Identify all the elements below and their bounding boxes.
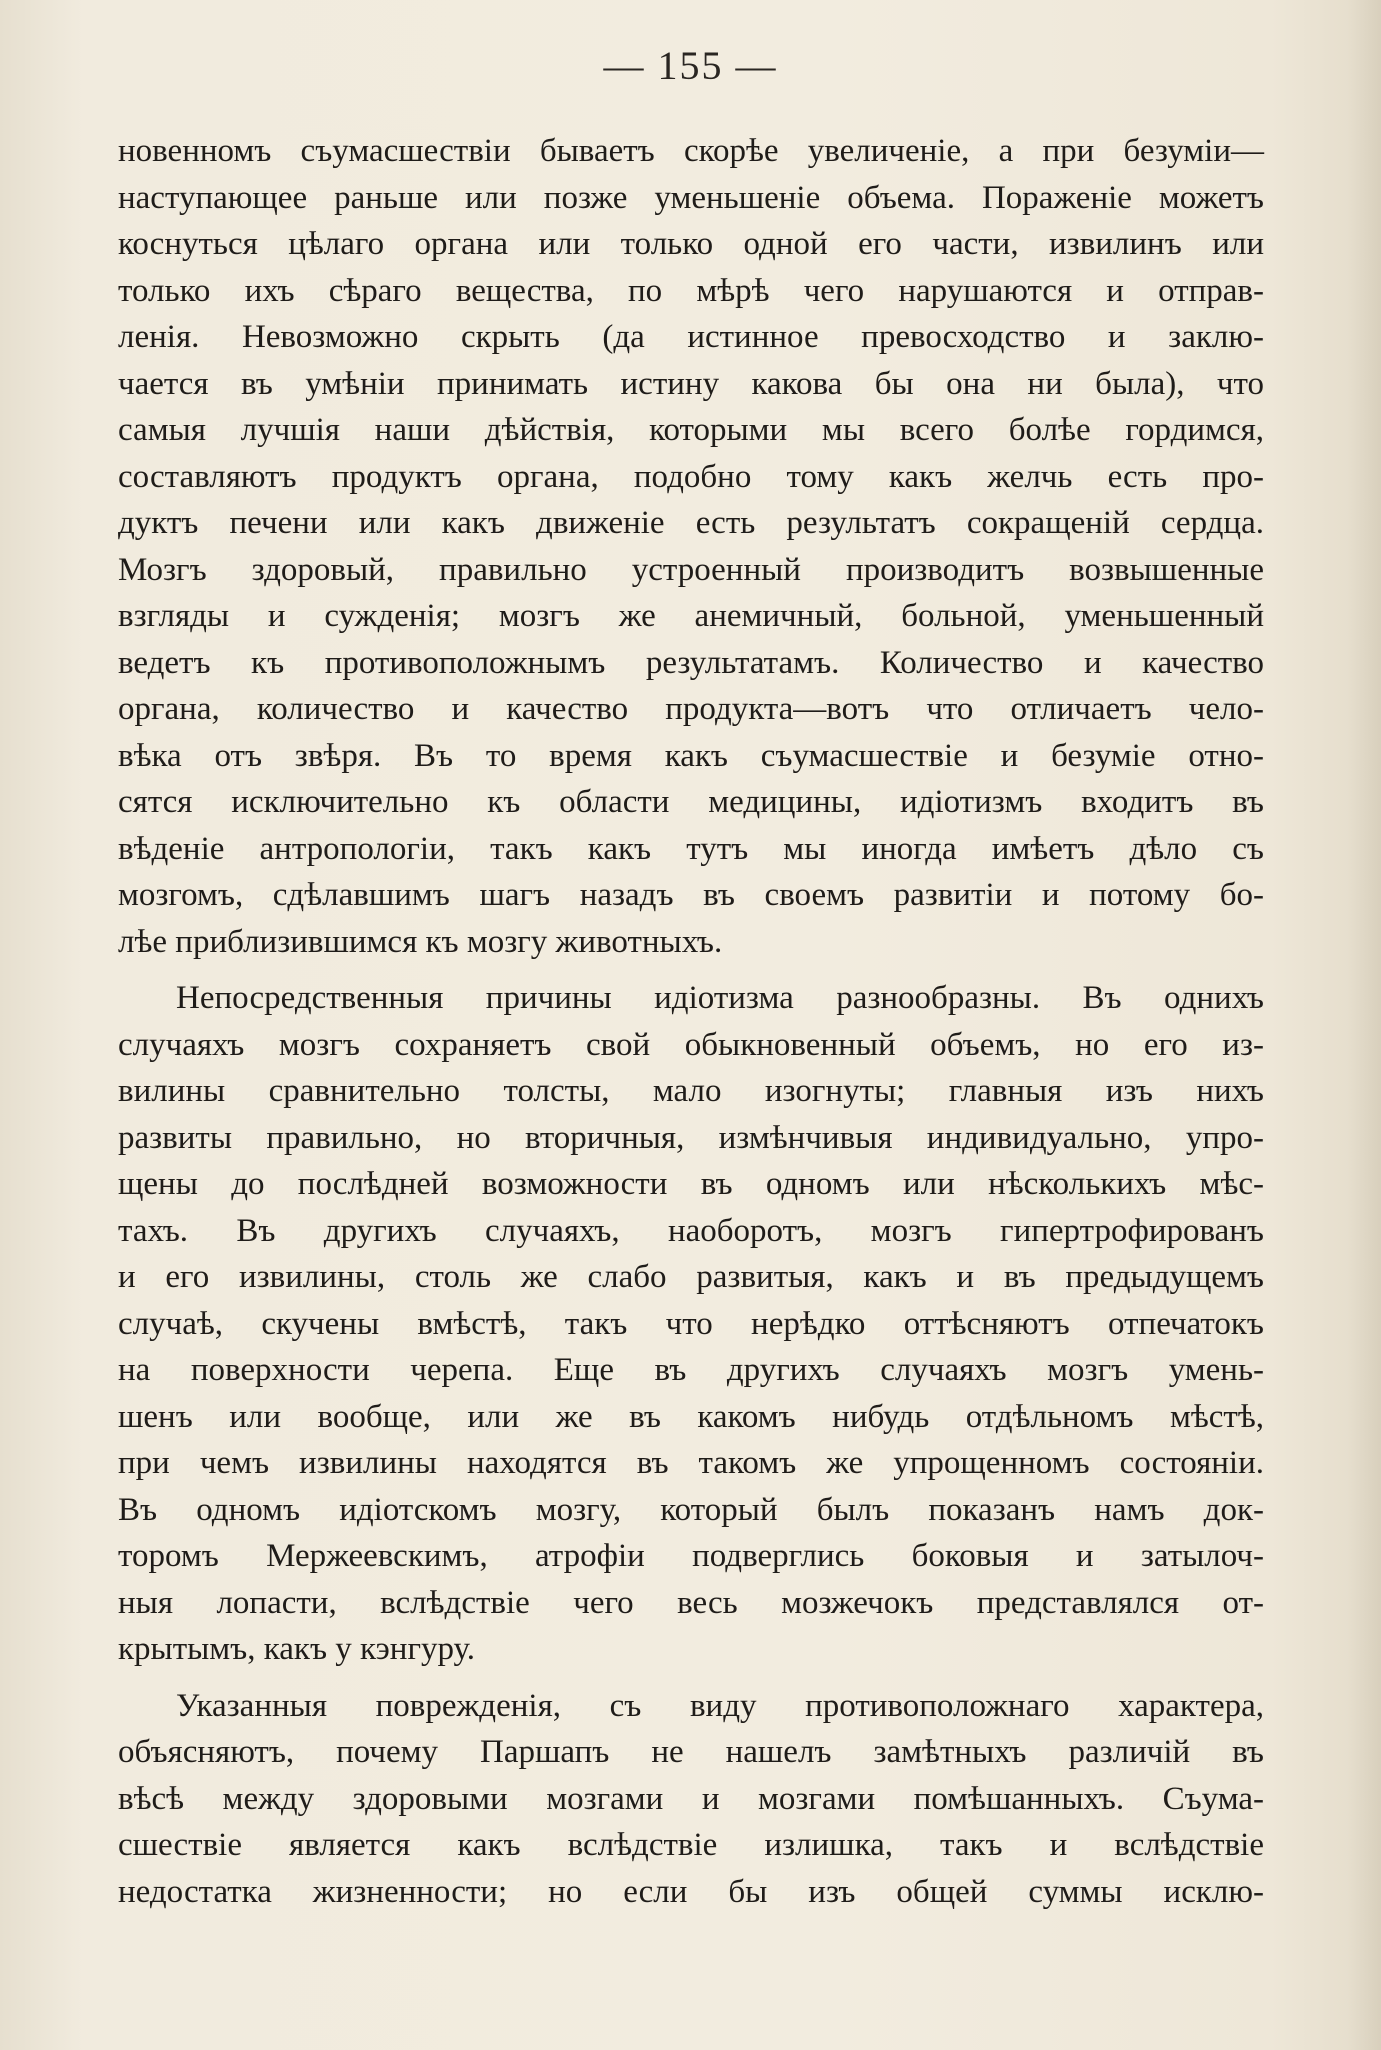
text-line: на поверхности черепа. Еще въ другихъ случаяхъ мозгъ умень- (118, 1352, 1264, 1388)
text-line: вѣка отъ звѣря. Въ то время какъ съумасшествіе и безуміе отно- (118, 737, 1264, 774)
paragraph-2 (118, 975, 1264, 1673)
text-line: торомъ Мержеевскимъ, атрофіи подверглись боковыя и затылоч- (118, 1538, 1264, 1574)
text-line: коснуться цѣлаго органа или только одной его части, извилинъ или (118, 226, 1264, 262)
text-line: щены до послѣдней возможности въ одномъ или нѣсколькихъ мѣс- (118, 1166, 1264, 1202)
text-line: сшествіе является какъ вслѣдствіе излишка, такъ и вслѣдствіе (118, 1827, 1264, 1863)
text-line: объясняютъ, почему Паршапъ не нашелъ замѣтныхъ различій въ (118, 1734, 1264, 1770)
page-edge-shadow (1347, 0, 1381, 2050)
text-line: органа, количество и качество продукта—вотъ что отличаетъ чело- (118, 691, 1264, 727)
text-line: ленія. Невозможно скрыть (да истинное превосходство и заклю- (118, 319, 1264, 355)
text-line: взгляды и сужденія; мозгъ же анемичный, больной, уменьшенный (118, 598, 1264, 634)
paragraph-gap (118, 965, 1264, 975)
text-line: вѣсѣ между здоровыми мозгами и мозгами помѣшанныхъ. Съума- (118, 1780, 1264, 1817)
text-line: ведетъ къ противоположнымъ результатамъ. Количество и качество (118, 644, 1264, 681)
text-line: тахъ. Въ другихъ случаяхъ, наоборотъ, мозгъ гипертрофированъ (118, 1212, 1264, 1249)
text-line: Непосредственныя причины идіотизма разнообразны. Въ однихъ (176, 980, 1264, 1016)
text-line: дуктъ печени или какъ движеніе есть результатъ сокращеній сердца. (118, 505, 1264, 541)
page-number: — 155 — (603, 43, 778, 88)
text-line: составляютъ продуктъ органа, подобно тому какъ желчь есть про- (118, 458, 1264, 495)
text-line: и его извилины, столь же слабо развитыя, какъ и въ предыдущемъ (118, 1259, 1264, 1295)
text-line: самыя лучшія наши дѣйствія, которыми мы всего болѣе гордимся, (118, 412, 1264, 448)
text-line: шенъ или вообще, или же въ какомъ нибудь отдѣльномъ мѣстѣ, (118, 1398, 1264, 1435)
text-line: случаѣ, скучены вмѣстѣ, такъ что нерѣдко оттѣсняютъ отпечатокъ (118, 1305, 1264, 1342)
text-line: лѣе приблизившимся къ мозгу животныхъ. (118, 923, 723, 960)
paragraph-1 (118, 128, 1264, 965)
text-line: недостатка жизненности; но если бы изъ общей суммы исклю- (118, 1873, 1264, 1910)
text-line: только ихъ сѣраго вещества, по мѣрѣ чего нарушаются и отправ- (118, 272, 1264, 309)
paragraph-3 (118, 1683, 1264, 1916)
text-line: Мозгъ здоровый, правильно устроенный производитъ возвышенные (118, 551, 1264, 588)
text-line: ныя лопасти, вслѣдствіе чего весь мозжечокъ представлялся от- (118, 1584, 1264, 1621)
text-line: вилины сравнительно толсты, мало изогнуты; главныя изъ нихъ (118, 1073, 1264, 1109)
text-line: Указанныя поврежденія, съ виду противоположнаго характера, (176, 1687, 1264, 1724)
body-text (118, 128, 1264, 1915)
text-line: развиты правильно, но вторичныя, измѣнчивыя индивидуально, упро- (118, 1119, 1264, 1156)
text-line: мозгомъ, сдѣлавшимъ шагъ назадъ въ своемъ развитіи и потому бо- (118, 877, 1264, 913)
paragraph-gap (118, 1673, 1264, 1683)
text-line: Въ одномъ идіотскомъ мозгу, который былъ показанъ намъ док- (118, 1491, 1264, 1528)
text-line: новенномъ съумасшествіи бываетъ скорѣе увеличеніе, а при безуміи— (118, 133, 1264, 169)
text-line: наступающее раньше или позже уменьшеніе объема. Пораженіе можетъ (118, 179, 1264, 216)
text-line: вѣденіе антропологіи, такъ какъ тутъ мы иногда имѣетъ дѣло съ (118, 830, 1264, 867)
text-line: случаяхъ мозгъ сохраняетъ свой обыкновенный объемъ, но его из- (118, 1026, 1264, 1063)
text-line: чается въ умѣніи принимать истину какова бы она ни была), что (118, 365, 1264, 402)
text-line: при чемъ извилины находятся въ такомъ же упрощенномъ состояніи. (118, 1445, 1264, 1481)
text-line: крытымъ, какъ у кэнгуру. (118, 1631, 475, 1667)
text-line: сятся исключительно къ области медицины, идіотизмъ входитъ въ (118, 784, 1264, 820)
